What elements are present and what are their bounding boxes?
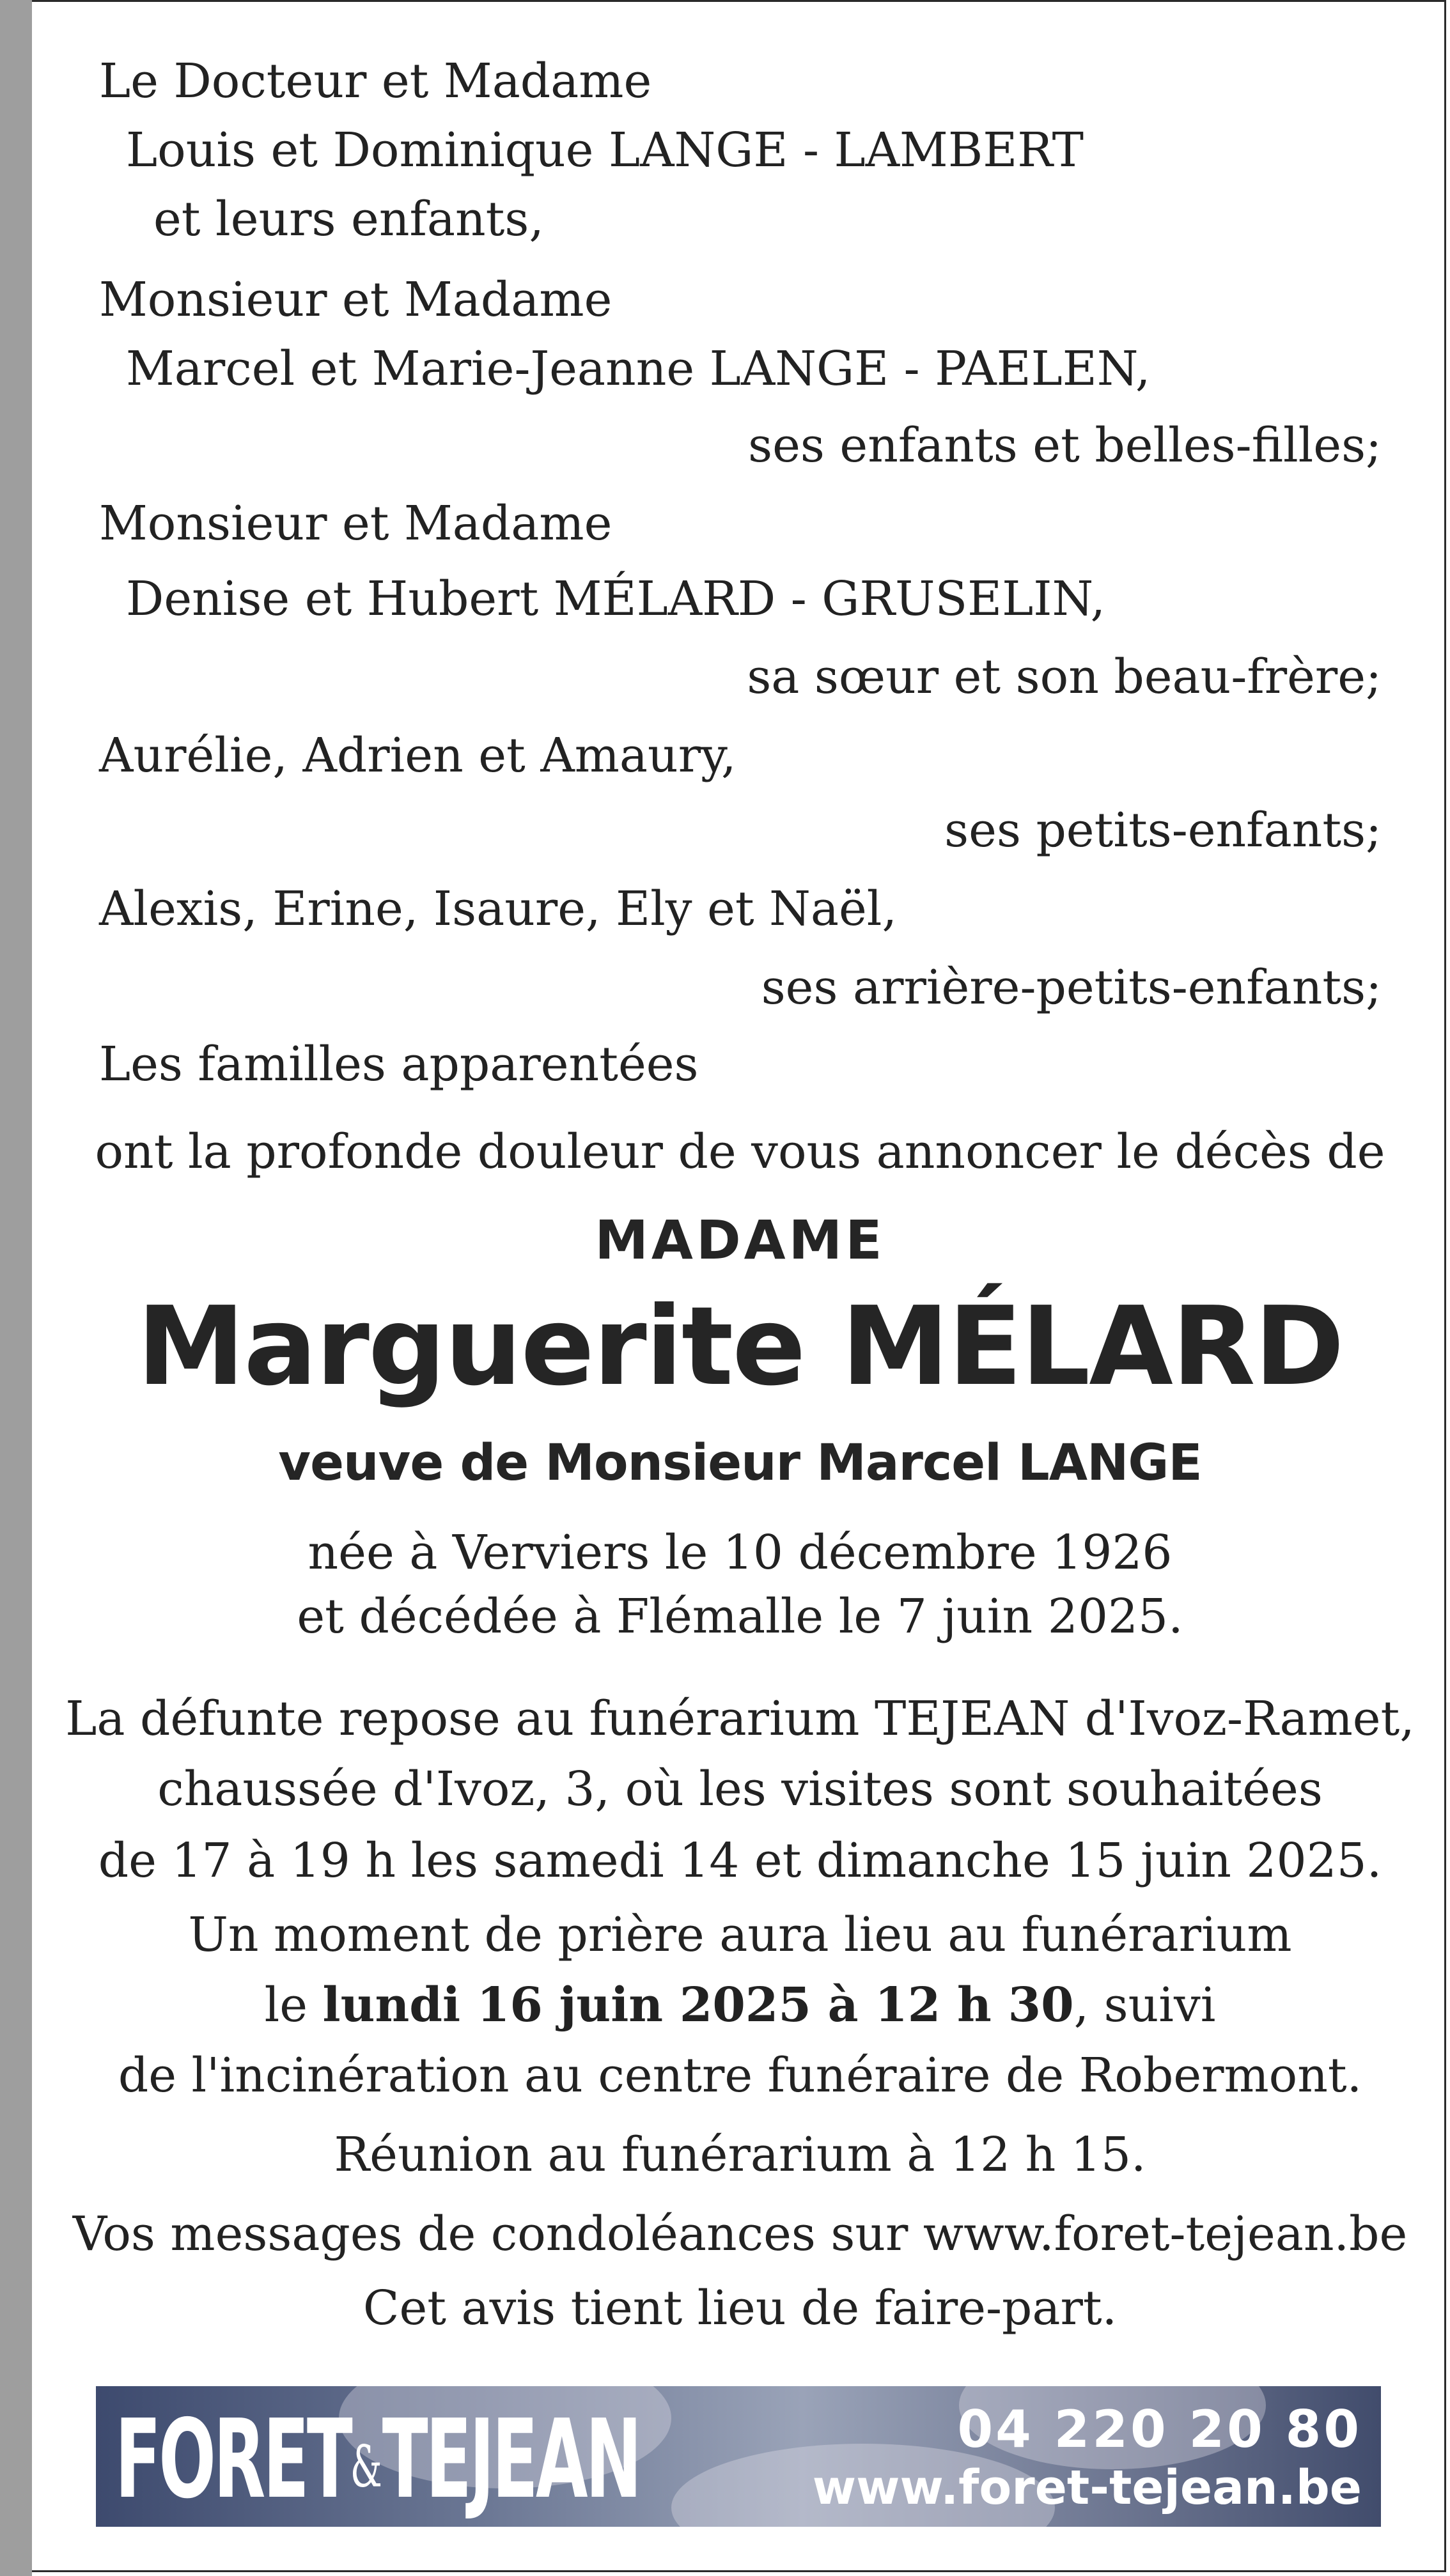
title-prefix: MADAME [595,1209,885,1271]
family-line: Louis et Dominique LANGE - LAMBERT [126,123,1084,178]
banner-website: www.foret-tejean.be [812,2460,1362,2515]
family-role-line: ses petits-enfants; [944,803,1382,858]
death-line: et décédée à Flémalle le 7 juin 2025. [297,1589,1183,1644]
incineration-line: de l'incinération au centre funéraire de Robermont. [118,2048,1362,2103]
repose-line: de 17 à 19 h les samedi 14 et dimanche 15 juin 2025. [98,1833,1382,1888]
family-role-line: ses arrière-petits-enfants; [761,960,1382,1015]
logo-word-right: TEJEAN [382,2396,640,2523]
family-role-line: ses enfants et belles-filles; [748,418,1382,473]
repose-line: La défunte repose au funérarium TEJEAN d'Ivoz-Ramet, [65,1691,1415,1746]
prayer-date: lundi 16 juin 2025 à 12 h 30 [322,1978,1074,2033]
family-line: Monsieur et Madame [99,272,612,327]
prayer-date-suffix: , suivi [1073,1978,1216,2033]
reunion-line: Réunion au funérarium à 12 h 15. [334,2127,1146,2182]
logo-ampersand: & [350,2433,382,2501]
prayer-date-line [64,1978,1416,2033]
family-line: Le Docteur et Madame [99,54,652,109]
family-line: Aurélie, Adrien et Amaury, [99,728,737,783]
repose-line: chaussée d'Ivoz, 3, où les visites sont souhaitées [157,1762,1323,1817]
left-margin-bar [0,0,32,2576]
family-line: Les familles apparentées [99,1037,699,1092]
family-line: Alexis, Erine, Isaure, Ely et Naël, [99,881,897,936]
notice-line: Cet avis tient lieu de faire-part. [362,2281,1118,2336]
prayer-date-prefix: le [264,1978,323,2033]
widow-of: veuve de Monsieur Marcel LANGE [278,1434,1202,1492]
announcement-text: ont la profonde douleur de vous annoncer le décès de [95,1124,1385,1179]
family-line: et leurs enfants, [153,192,544,247]
family-line: Monsieur et Madame [99,496,612,551]
condolences-line: Vos messages de condoléances sur www.foret-tejean.be [72,2207,1408,2262]
deceased-name: Marguerite MÉLARD [137,1284,1343,1410]
funeral-home-logo [115,2396,640,2523]
banner-phone: 04 220 20 80 [957,2400,1362,2459]
logo-word-left: FORET [115,2396,351,2523]
family-role-line: sa sœur et son beau-frère; [747,649,1382,704]
family-line: Denise et Hubert MÉLARD - GRUSELIN, [126,571,1106,626]
funeral-home-banner [96,2386,1381,2527]
birth-line: née à Verviers le 10 décembre 1926 [308,1525,1173,1580]
prayer-line: Un moment de prière aura lieu au funérarium [188,1907,1292,1962]
family-line: Marcel et Marie-Jeanne LANGE - PAELEN, [126,341,1151,396]
